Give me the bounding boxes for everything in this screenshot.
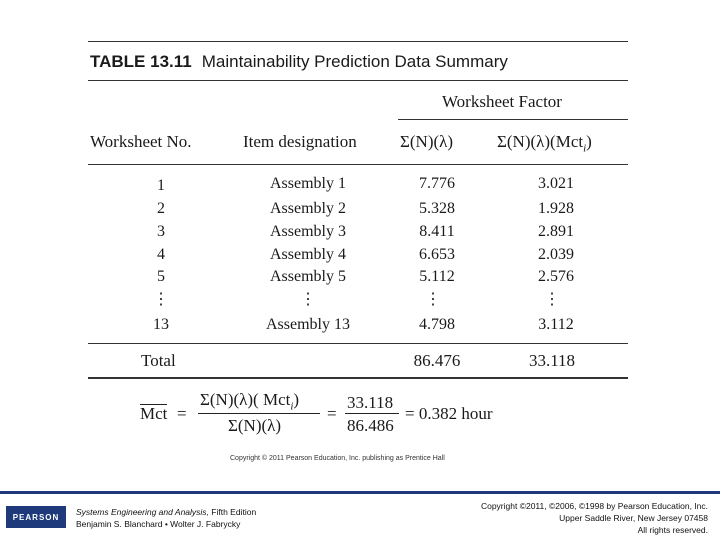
ellipsis-ws: ⋮ [153, 291, 169, 308]
cell-n-lambda-2: 5.328 [419, 200, 455, 217]
cell-item-13: Assembly 13 [266, 316, 350, 333]
footer-book-info [76, 506, 256, 530]
formula-lhs [140, 404, 167, 424]
pearson-logo: PEARSON [6, 506, 66, 528]
ellipsis-mct: ⋮ [544, 291, 560, 308]
footer-copyright [481, 500, 708, 536]
cell-item-1: Assembly 1 [270, 175, 346, 192]
cell-ws-5: 5 [157, 268, 165, 285]
group-header: Worksheet Factor [442, 92, 562, 111]
formula-result: = 0.382 hour [405, 404, 493, 423]
formula-numerator-close: ) [293, 390, 300, 409]
cell-item-3: Assembly 3 [270, 223, 346, 240]
cell-ws-4: 4 [157, 246, 165, 263]
table-number: TABLE 13.11 [90, 52, 192, 71]
cell-item-5: Assembly 5 [270, 268, 346, 285]
cell-n-lambda-1: 7.776 [419, 175, 455, 192]
figure-copyright: Copyright © 2011 Pearson Education, Inc. publishing as Prentice Hall [230, 455, 445, 462]
column-header-sum-mct-close: ) [586, 132, 592, 151]
footer-rule [0, 491, 720, 494]
formula-equals-1: = [177, 404, 187, 423]
formula-equals-2: = [327, 404, 337, 423]
formula-frac2-den: 86.486 [347, 416, 394, 435]
cell-n-lambda-3: 8.411 [419, 223, 455, 240]
footer-edition: Fifth Edition [208, 507, 257, 517]
cell-item-4: Assembly 4 [270, 246, 346, 263]
group-header-rule [398, 119, 628, 120]
formula-frac2-num: 33.118 [347, 393, 394, 412]
cell-mct-4: 2.039 [538, 246, 574, 263]
column-header-sum-mct-sub: i [583, 142, 587, 155]
footer-book-title-line [76, 506, 256, 518]
ellipsis-item: ⋮ [300, 291, 316, 308]
table-bottom-rule [88, 377, 628, 379]
cell-ws-2: 2 [157, 200, 165, 217]
column-header-item: Item designation [243, 132, 357, 151]
footer-copyright-line1: Copyright ©2011, ©2006, ©1998 by Pearson Education, Inc. [480, 501, 708, 511]
column-header-worksheet: Worksheet No. [90, 132, 192, 151]
column-header-sum-mct [497, 132, 592, 154]
total-rule [88, 343, 628, 344]
ellipsis-n-lambda: ⋮ [425, 291, 441, 308]
footer-copyright-line2: Upper Saddle River, New Jersey 07458 [559, 513, 708, 523]
formula-lhs-overbar [140, 404, 167, 423]
formula-lhs-text: Mct [140, 404, 168, 423]
formula-fraction-bar-2 [345, 413, 399, 414]
formula-numerator-sub: i [290, 400, 294, 413]
caption-rule [88, 80, 628, 81]
table-top-rule [88, 41, 628, 42]
cell-mct-13: 3.112 [538, 316, 574, 333]
cell-n-lambda-13: 4.798 [419, 316, 455, 333]
cell-ws-1: 1 [157, 177, 165, 194]
cell-n-lambda-4: 6.653 [419, 246, 455, 263]
cell-ws-13: 13 [153, 316, 169, 333]
formula-numerator [200, 390, 299, 412]
total-label: Total [141, 351, 176, 370]
cell-n-lambda-5: 5.112 [419, 268, 455, 285]
table-caption [90, 52, 508, 72]
footer-copyright-line3: All rights reserved. [637, 525, 708, 535]
cell-item-2: Assembly 2 [270, 200, 346, 217]
formula-denominator: Σ(N)(λ) [228, 416, 282, 435]
formula-numerator-text: Σ(N)(λ)( Mct [200, 390, 291, 409]
cell-mct-2: 1.928 [538, 200, 574, 217]
cell-mct-5: 2.576 [538, 268, 574, 285]
cell-ws-3: 3 [157, 223, 165, 240]
footer-authors: Benjamin S. Blanchard • Wolter J. Fabrycky [76, 519, 241, 529]
footer-book-title: Systems Engineering and Analysis, [76, 507, 209, 517]
total-n-lambda: 86.476 [413, 351, 461, 370]
formula-fraction-bar-1 [198, 413, 320, 414]
total-mct: 33.118 [528, 351, 576, 370]
column-header-sum-mct-text: Σ(N)(λ)(Mct [497, 132, 584, 151]
header-rule [88, 164, 628, 165]
column-header-sum-n-lambda: Σ(N)(λ) [400, 132, 454, 151]
cell-mct-3: 2.891 [538, 223, 574, 240]
table-title: Maintainability Prediction Data Summary [201, 52, 508, 71]
cell-mct-1: 3.021 [538, 175, 574, 192]
